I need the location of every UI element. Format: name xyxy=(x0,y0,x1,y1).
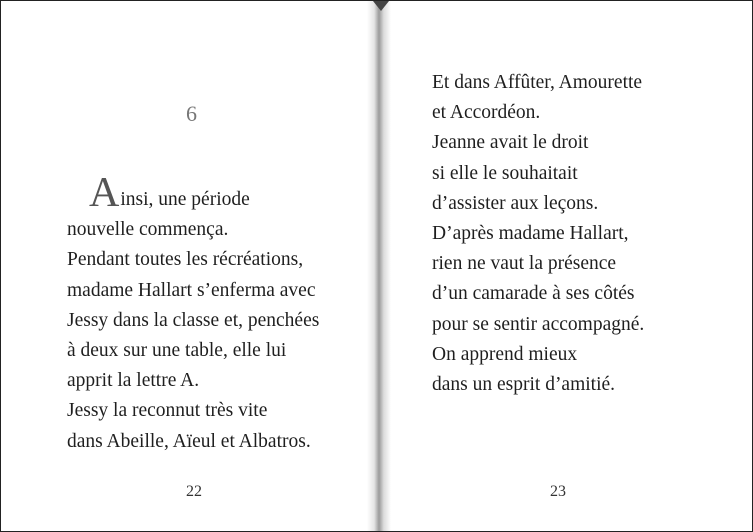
page-number-left: 22 xyxy=(186,483,202,500)
text-line: Jessy la reconnut très vite xyxy=(67,400,268,422)
drop-cap: A xyxy=(89,170,120,216)
right-page-text xyxy=(432,68,644,400)
text-line: d’un camarade à ses côtés xyxy=(432,283,635,305)
text-line: Jeanne avait le droit xyxy=(432,132,589,154)
text-line xyxy=(67,170,319,216)
text-line: Jessy dans la classe et, penchées xyxy=(67,309,320,331)
first-line-text: insi, une période xyxy=(120,189,250,210)
text-line: Pendant toutes les récréations, xyxy=(67,249,304,271)
text-line: madame Hallart s’enferma avec xyxy=(67,279,316,301)
chapter-number: 6 xyxy=(186,101,197,126)
text-line: pour se sentir accompagné. xyxy=(432,313,645,335)
text-line: dans un esprit d’amitié. xyxy=(432,374,616,396)
text-line: D’après madame Hallart, xyxy=(432,223,629,245)
book-gutter xyxy=(367,1,391,531)
text-line: Et dans Affûter, Amourette xyxy=(432,72,643,93)
text-line: On apprend mieux xyxy=(432,343,578,365)
text-line: dans Abeille, Aïeul et Albatros. xyxy=(67,430,311,452)
text-line: si elle le souhaitait xyxy=(432,162,578,184)
bookmark-ribbon-icon xyxy=(373,1,389,11)
text-line: apprit la lettre A. xyxy=(67,370,200,392)
text-line: rien ne vaut la présence xyxy=(432,253,617,275)
text-line: nouvelle commença. xyxy=(67,219,229,241)
page-number-right: 23 xyxy=(550,483,566,500)
left-page-text xyxy=(67,170,320,457)
text-line: d’assister aux leçons. xyxy=(432,192,599,214)
text-line: à deux sur une table, elle lui xyxy=(67,340,287,362)
text-line: et Accordéon. xyxy=(432,102,541,124)
